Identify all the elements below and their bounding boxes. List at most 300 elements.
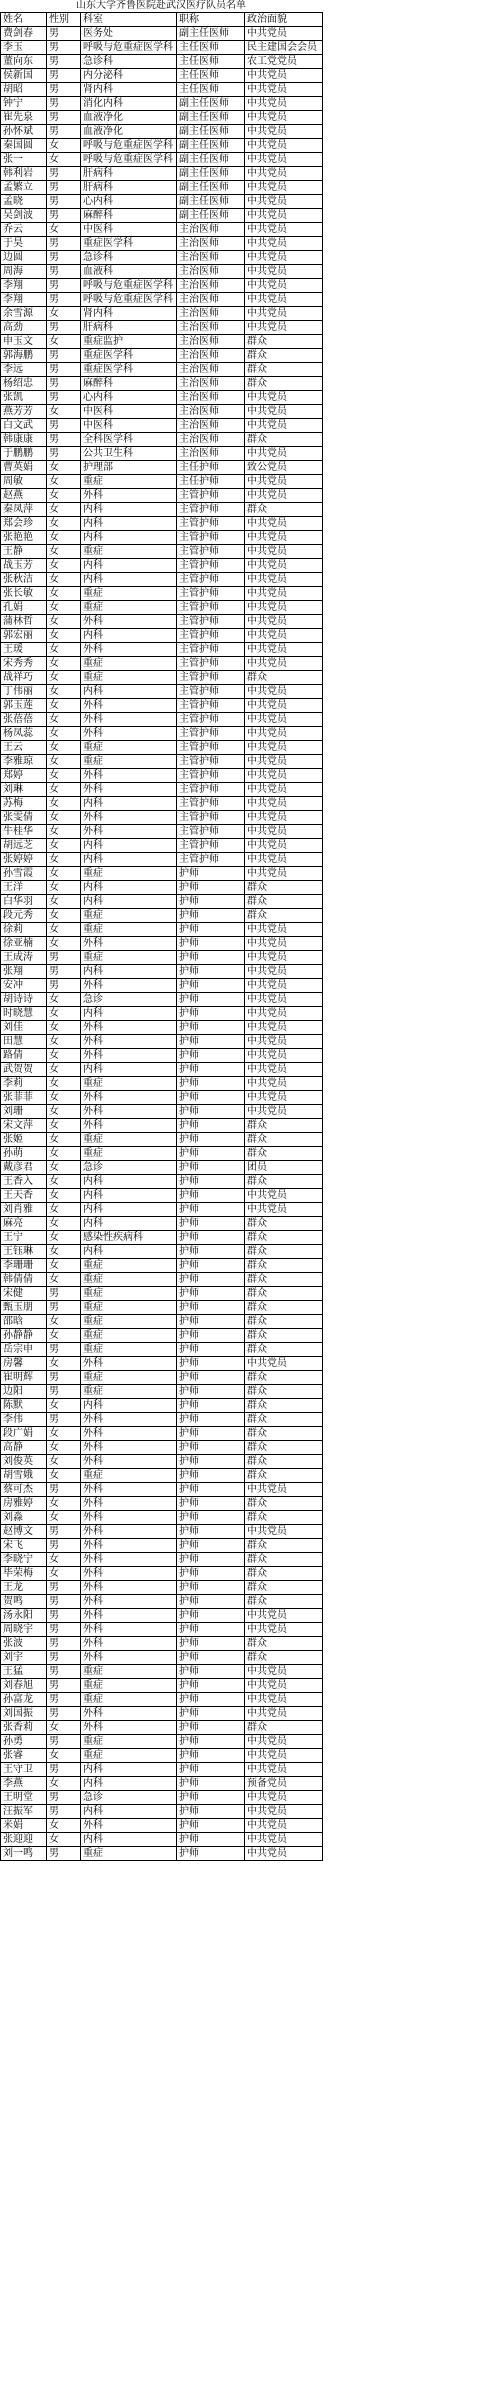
table-row bbox=[1, 1441, 323, 1455]
table-row bbox=[1, 923, 323, 937]
cell-political-status: 中共党员 bbox=[245, 1805, 323, 1819]
cell-department: 重症 bbox=[81, 1329, 177, 1343]
cell-department: 外科 bbox=[81, 1357, 177, 1371]
cell-gender: 女 bbox=[47, 153, 81, 167]
cell-department: 外科 bbox=[81, 1105, 177, 1119]
table-row bbox=[1, 755, 323, 769]
cell-name: 田慧 bbox=[1, 1035, 47, 1049]
cell-title: 主治医师 bbox=[177, 391, 245, 405]
cell-political-status: 中共党员 bbox=[245, 797, 323, 811]
table-row bbox=[1, 433, 323, 447]
cell-title: 主治医师 bbox=[177, 321, 245, 335]
cell-name: 边阳 bbox=[1, 1385, 47, 1399]
cell-name: 孙怀斌 bbox=[1, 125, 47, 139]
cell-political-status: 中共党员 bbox=[245, 167, 323, 181]
cell-political-status: 中共党员 bbox=[245, 447, 323, 461]
cell-gender: 女 bbox=[47, 1175, 81, 1189]
cell-gender: 女 bbox=[47, 1119, 81, 1133]
cell-gender: 女 bbox=[47, 699, 81, 713]
cell-title: 护师 bbox=[177, 1049, 245, 1063]
cell-political-status: 群众 bbox=[245, 1595, 323, 1609]
cell-title: 护师 bbox=[177, 1245, 245, 1259]
cell-gender: 女 bbox=[47, 629, 81, 643]
cell-name: 胡昭 bbox=[1, 83, 47, 97]
cell-political-status: 群众 bbox=[245, 1455, 323, 1469]
cell-gender: 女 bbox=[47, 713, 81, 727]
cell-department: 急诊 bbox=[81, 1791, 177, 1805]
cell-department: 呼吸与危重症医学科 bbox=[81, 139, 177, 153]
cell-title: 主任医师 bbox=[177, 41, 245, 55]
cell-title: 主管护师 bbox=[177, 699, 245, 713]
cell-department: 外科 bbox=[81, 1581, 177, 1595]
cell-department: 重症医学科 bbox=[81, 237, 177, 251]
cell-political-status: 中共党员 bbox=[245, 83, 323, 97]
cell-name: 秦国圆 bbox=[1, 139, 47, 153]
cell-political-status: 群众 bbox=[245, 363, 323, 377]
cell-name: 贺鸣 bbox=[1, 1595, 47, 1609]
cell-gender: 女 bbox=[47, 755, 81, 769]
cell-gender: 女 bbox=[47, 1259, 81, 1273]
cell-name: 周敏 bbox=[1, 475, 47, 489]
cell-title: 护师 bbox=[177, 1455, 245, 1469]
cell-title: 护师 bbox=[177, 867, 245, 881]
cell-name: 李玉 bbox=[1, 41, 47, 55]
cell-name: 宋秀秀 bbox=[1, 657, 47, 671]
cell-name: 刘淼 bbox=[1, 1511, 47, 1525]
cell-name: 李远 bbox=[1, 363, 47, 377]
cell-political-status: 群众 bbox=[245, 1119, 323, 1133]
cell-title: 主任医师 bbox=[177, 83, 245, 97]
cell-name: 刘肖雅 bbox=[1, 1203, 47, 1217]
cell-name: 王瑗 bbox=[1, 643, 47, 657]
cell-title: 副主任医师 bbox=[177, 167, 245, 181]
cell-title: 副主任医师 bbox=[177, 111, 245, 125]
cell-political-status: 中共党员 bbox=[245, 1035, 323, 1049]
table-row bbox=[1, 573, 323, 587]
cell-department: 外科 bbox=[81, 1021, 177, 1035]
cell-name: 孙勇 bbox=[1, 1735, 47, 1749]
table-row bbox=[1, 517, 323, 531]
cell-title: 护师 bbox=[177, 1385, 245, 1399]
table-row bbox=[1, 601, 323, 615]
cell-name: 张姬 bbox=[1, 1133, 47, 1147]
cell-political-status: 群众 bbox=[245, 1399, 323, 1413]
table-row bbox=[1, 937, 323, 951]
cell-gender: 男 bbox=[47, 167, 81, 181]
cell-gender: 男 bbox=[47, 419, 81, 433]
table-row bbox=[1, 111, 323, 125]
cell-department: 呼吸与危重症医学科 bbox=[81, 279, 177, 293]
cell-political-status: 群众 bbox=[245, 909, 323, 923]
cell-political-status: 中共党员 bbox=[245, 1189, 323, 1203]
cell-political-status: 中共党员 bbox=[245, 475, 323, 489]
cell-name: 胡雪娥 bbox=[1, 1469, 47, 1483]
table-row bbox=[1, 335, 323, 349]
cell-political-status: 中共党员 bbox=[245, 1007, 323, 1021]
cell-gender: 女 bbox=[47, 1469, 81, 1483]
cell-gender: 女 bbox=[47, 1217, 81, 1231]
cell-political-status: 中共党员 bbox=[245, 1021, 323, 1035]
table-row bbox=[1, 1329, 323, 1343]
table-row bbox=[1, 881, 323, 895]
cell-title: 主治医师 bbox=[177, 405, 245, 419]
cell-department: 医务处 bbox=[81, 27, 177, 41]
cell-department: 外科 bbox=[81, 1483, 177, 1497]
table-row bbox=[1, 1413, 323, 1427]
cell-gender: 男 bbox=[47, 181, 81, 195]
cell-name: 张翔 bbox=[1, 965, 47, 979]
cell-political-status: 中共党员 bbox=[245, 1791, 323, 1805]
table-row bbox=[1, 643, 323, 657]
cell-name: 杨凤蕊 bbox=[1, 727, 47, 741]
table-row bbox=[1, 1007, 323, 1021]
table-row bbox=[1, 825, 323, 839]
cell-political-status: 中共党员 bbox=[245, 209, 323, 223]
table-row bbox=[1, 1035, 323, 1049]
table-row bbox=[1, 1469, 323, 1483]
table-row bbox=[1, 1665, 323, 1679]
cell-department: 内分泌科 bbox=[81, 69, 177, 83]
table-row bbox=[1, 1301, 323, 1315]
table-row bbox=[1, 461, 323, 475]
cell-gender: 女 bbox=[47, 1833, 81, 1847]
table-row bbox=[1, 993, 323, 1007]
cell-name: 刘琳 bbox=[1, 783, 47, 797]
cell-political-status: 中共党员 bbox=[245, 993, 323, 1007]
table-row bbox=[1, 587, 323, 601]
cell-name: 路倩 bbox=[1, 1049, 47, 1063]
cell-political-status: 中共党员 bbox=[245, 573, 323, 587]
cell-name: 于昊 bbox=[1, 237, 47, 251]
cell-department: 外科 bbox=[81, 1455, 177, 1469]
cell-gender: 男 bbox=[47, 979, 81, 993]
cell-name: 蔡可杰 bbox=[1, 1483, 47, 1497]
table-row bbox=[1, 279, 323, 293]
cell-department: 消化内科 bbox=[81, 97, 177, 111]
table-row bbox=[1, 1721, 323, 1735]
cell-name: 李燕 bbox=[1, 1777, 47, 1791]
table-row bbox=[1, 447, 323, 461]
cell-gender: 女 bbox=[47, 1147, 81, 1161]
table-row bbox=[1, 181, 323, 195]
cell-department: 重症 bbox=[81, 657, 177, 671]
table-row bbox=[1, 1539, 323, 1553]
cell-title: 主治医师 bbox=[177, 349, 245, 363]
table-row bbox=[1, 1679, 323, 1693]
cell-title: 主管护师 bbox=[177, 629, 245, 643]
cell-political-status: 中共党员 bbox=[245, 237, 323, 251]
cell-name: 王香入 bbox=[1, 1175, 47, 1189]
cell-gender: 女 bbox=[47, 559, 81, 573]
header-department: 科室 bbox=[81, 13, 177, 27]
cell-department: 重症医学科 bbox=[81, 363, 177, 377]
table-row bbox=[1, 1189, 323, 1203]
cell-name: 战玉芳 bbox=[1, 559, 47, 573]
cell-title: 护师 bbox=[177, 951, 245, 965]
cell-name: 高劲 bbox=[1, 321, 47, 335]
cell-name: 王守卫 bbox=[1, 1763, 47, 1777]
cell-gender: 女 bbox=[47, 1455, 81, 1469]
cell-title: 主管护师 bbox=[177, 713, 245, 727]
table-row bbox=[1, 41, 323, 55]
table-row bbox=[1, 83, 323, 97]
cell-political-status: 中共党员 bbox=[245, 951, 323, 965]
cell-gender: 女 bbox=[47, 783, 81, 797]
cell-political-status: 中共党员 bbox=[245, 839, 323, 853]
cell-gender: 男 bbox=[47, 1581, 81, 1595]
cell-gender: 男 bbox=[47, 1735, 81, 1749]
cell-department: 外科 bbox=[81, 615, 177, 629]
cell-department: 内科 bbox=[81, 853, 177, 867]
cell-gender: 女 bbox=[47, 1721, 81, 1735]
cell-name: 甄玉朋 bbox=[1, 1301, 47, 1315]
cell-name: 李珊珊 bbox=[1, 1259, 47, 1273]
cell-title: 副主任医师 bbox=[177, 209, 245, 223]
cell-political-status: 群众 bbox=[245, 1497, 323, 1511]
cell-political-status: 群众 bbox=[245, 1147, 323, 1161]
cell-gender: 男 bbox=[47, 1665, 81, 1679]
cell-political-status: 中共党员 bbox=[245, 153, 323, 167]
cell-political-status: 中共党员 bbox=[245, 1525, 323, 1539]
cell-political-status: 群众 bbox=[245, 1385, 323, 1399]
table-row bbox=[1, 1497, 323, 1511]
cell-department: 急诊科 bbox=[81, 55, 177, 69]
cell-gender: 男 bbox=[47, 433, 81, 447]
cell-gender: 男 bbox=[47, 97, 81, 111]
table-row bbox=[1, 1343, 323, 1357]
cell-name: 乔云 bbox=[1, 223, 47, 237]
cell-title: 护师 bbox=[177, 1707, 245, 1721]
cell-title: 主治医师 bbox=[177, 251, 245, 265]
cell-title: 护师 bbox=[177, 1441, 245, 1455]
cell-name: 宋飞 bbox=[1, 1539, 47, 1553]
table-row bbox=[1, 1357, 323, 1371]
cell-gender: 男 bbox=[47, 1609, 81, 1623]
cell-gender: 女 bbox=[47, 405, 81, 419]
cell-department: 重症 bbox=[81, 1287, 177, 1301]
cell-name: 曹英娟 bbox=[1, 461, 47, 475]
table-row bbox=[1, 741, 323, 755]
cell-name: 赵博文 bbox=[1, 1525, 47, 1539]
cell-title: 护师 bbox=[177, 1539, 245, 1553]
cell-title: 护师 bbox=[177, 1329, 245, 1343]
cell-gender: 男 bbox=[47, 293, 81, 307]
cell-gender: 女 bbox=[47, 615, 81, 629]
cell-title: 护师 bbox=[177, 1581, 245, 1595]
cell-gender: 女 bbox=[47, 1399, 81, 1413]
cell-name: 费剑春 bbox=[1, 27, 47, 41]
cell-gender: 男 bbox=[47, 1595, 81, 1609]
header-name: 姓名 bbox=[1, 13, 47, 27]
cell-department: 外科 bbox=[81, 699, 177, 713]
cell-title: 护师 bbox=[177, 1105, 245, 1119]
cell-gender: 女 bbox=[47, 1427, 81, 1441]
cell-title: 主管护师 bbox=[177, 559, 245, 573]
table-row bbox=[1, 265, 323, 279]
header-row bbox=[1, 13, 323, 27]
cell-political-status: 群众 bbox=[245, 671, 323, 685]
table-row bbox=[1, 1483, 323, 1497]
cell-title: 护师 bbox=[177, 1777, 245, 1791]
table-row bbox=[1, 1021, 323, 1035]
table-row bbox=[1, 167, 323, 181]
table-row bbox=[1, 685, 323, 699]
cell-name: 白华羽 bbox=[1, 895, 47, 909]
cell-title: 主管护师 bbox=[177, 853, 245, 867]
cell-title: 护师 bbox=[177, 1595, 245, 1609]
table-row bbox=[1, 503, 323, 517]
cell-department: 重症 bbox=[81, 1385, 177, 1399]
cell-department: 外科 bbox=[81, 489, 177, 503]
cell-political-status: 中共党员 bbox=[245, 1833, 323, 1847]
cell-gender: 男 bbox=[47, 111, 81, 125]
cell-name: 张秋洁 bbox=[1, 573, 47, 587]
cell-name: 段元秀 bbox=[1, 909, 47, 923]
cell-political-status: 群众 bbox=[245, 1273, 323, 1287]
cell-name: 刘俊英 bbox=[1, 1455, 47, 1469]
cell-department: 内科 bbox=[81, 1175, 177, 1189]
header-title: 职称 bbox=[177, 13, 245, 27]
cell-title: 主治医师 bbox=[177, 293, 245, 307]
cell-department: 内科 bbox=[81, 531, 177, 545]
cell-department: 呼吸与危重症医学科 bbox=[81, 293, 177, 307]
cell-political-status: 群众 bbox=[245, 1553, 323, 1567]
table-row bbox=[1, 783, 323, 797]
cell-department: 内科 bbox=[81, 1245, 177, 1259]
cell-title: 护师 bbox=[177, 965, 245, 979]
table-row bbox=[1, 1217, 323, 1231]
cell-department: 外科 bbox=[81, 1413, 177, 1427]
table-row bbox=[1, 405, 323, 419]
cell-gender: 女 bbox=[47, 769, 81, 783]
cell-gender: 男 bbox=[47, 1623, 81, 1637]
cell-department: 内科 bbox=[81, 895, 177, 909]
cell-title: 主管护师 bbox=[177, 825, 245, 839]
cell-title: 护师 bbox=[177, 1651, 245, 1665]
cell-name: 王天香 bbox=[1, 1189, 47, 1203]
cell-title: 护师 bbox=[177, 1091, 245, 1105]
table-row bbox=[1, 1427, 323, 1441]
cell-title: 护师 bbox=[177, 1749, 245, 1763]
cell-gender: 女 bbox=[47, 1133, 81, 1147]
cell-political-status: 中共党员 bbox=[245, 587, 323, 601]
cell-title: 主治医师 bbox=[177, 433, 245, 447]
cell-political-status: 群众 bbox=[245, 1343, 323, 1357]
cell-department: 内科 bbox=[81, 629, 177, 643]
cell-political-status: 中共党员 bbox=[245, 769, 323, 783]
cell-political-status: 中共党员 bbox=[245, 181, 323, 195]
cell-department: 外科 bbox=[81, 1497, 177, 1511]
cell-department: 重症 bbox=[81, 475, 177, 489]
cell-name: 张蓓蓓 bbox=[1, 713, 47, 727]
cell-title: 主治医师 bbox=[177, 307, 245, 321]
cell-title: 护师 bbox=[177, 1259, 245, 1273]
table-row bbox=[1, 125, 323, 139]
cell-department: 血液净化 bbox=[81, 111, 177, 125]
cell-name: 刘一鸣 bbox=[1, 1847, 47, 1861]
table-row bbox=[1, 671, 323, 685]
table-row bbox=[1, 69, 323, 83]
table-row bbox=[1, 769, 323, 783]
cell-department: 外科 bbox=[81, 1595, 177, 1609]
cell-department: 中医科 bbox=[81, 419, 177, 433]
cell-political-status: 中共党员 bbox=[245, 69, 323, 83]
table-row bbox=[1, 1455, 323, 1469]
cell-name: 麻亮 bbox=[1, 1217, 47, 1231]
cell-department: 重症 bbox=[81, 1735, 177, 1749]
table-row bbox=[1, 1049, 323, 1063]
cell-political-status: 中共党员 bbox=[245, 741, 323, 755]
cell-title: 护师 bbox=[177, 979, 245, 993]
table-row bbox=[1, 237, 323, 251]
table-row bbox=[1, 1707, 323, 1721]
cell-department: 麻醉科 bbox=[81, 209, 177, 223]
cell-political-status: 群众 bbox=[245, 1329, 323, 1343]
cell-political-status: 中共党员 bbox=[245, 1357, 323, 1371]
cell-name: 李雅琼 bbox=[1, 755, 47, 769]
table-row bbox=[1, 391, 323, 405]
cell-department: 重症监护 bbox=[81, 335, 177, 349]
cell-gender: 男 bbox=[47, 1679, 81, 1693]
cell-political-status: 群众 bbox=[245, 1511, 323, 1525]
cell-name: 刘佳 bbox=[1, 1021, 47, 1035]
cell-gender: 男 bbox=[47, 1707, 81, 1721]
cell-department: 外科 bbox=[81, 1721, 177, 1735]
cell-name: 战祥巧 bbox=[1, 671, 47, 685]
cell-gender: 男 bbox=[47, 55, 81, 69]
cell-political-status: 群众 bbox=[245, 349, 323, 363]
cell-name: 王洋 bbox=[1, 881, 47, 895]
cell-political-status: 中共党员 bbox=[245, 699, 323, 713]
cell-gender: 男 bbox=[47, 321, 81, 335]
cell-political-status: 群众 bbox=[245, 1651, 323, 1665]
cell-title: 主管护师 bbox=[177, 573, 245, 587]
cell-name: 王龙 bbox=[1, 1581, 47, 1595]
cell-title: 护师 bbox=[177, 1189, 245, 1203]
cell-gender: 女 bbox=[47, 1231, 81, 1245]
table-row bbox=[1, 1609, 323, 1623]
cell-title: 主管护师 bbox=[177, 685, 245, 699]
cell-title: 护师 bbox=[177, 1623, 245, 1637]
table-row bbox=[1, 97, 323, 111]
table-row bbox=[1, 1805, 323, 1819]
cell-political-status: 中共党员 bbox=[245, 629, 323, 643]
cell-department: 呼吸与危重症医学科 bbox=[81, 153, 177, 167]
cell-title: 护师 bbox=[177, 1679, 245, 1693]
cell-political-status: 预备党员 bbox=[245, 1777, 323, 1791]
cell-name: 孔娟 bbox=[1, 601, 47, 615]
table-row bbox=[1, 1259, 323, 1273]
cell-gender: 男 bbox=[47, 279, 81, 293]
cell-title: 主管护师 bbox=[177, 615, 245, 629]
table-row bbox=[1, 1231, 323, 1245]
cell-title: 护师 bbox=[177, 1343, 245, 1357]
cell-political-status: 中共党员 bbox=[245, 1483, 323, 1497]
cell-gender: 女 bbox=[47, 503, 81, 517]
cell-name: 张迎迎 bbox=[1, 1833, 47, 1847]
table-row bbox=[1, 349, 323, 363]
cell-department: 外科 bbox=[81, 1049, 177, 1063]
cell-name: 孙雪霞 bbox=[1, 867, 47, 881]
cell-department: 内科 bbox=[81, 559, 177, 573]
cell-title: 护师 bbox=[177, 1525, 245, 1539]
cell-name: 胡远芝 bbox=[1, 839, 47, 853]
cell-gender: 男 bbox=[47, 1791, 81, 1805]
table-row bbox=[1, 1161, 323, 1175]
cell-department: 外科 bbox=[81, 1525, 177, 1539]
cell-title: 护师 bbox=[177, 1273, 245, 1287]
cell-title: 护师 bbox=[177, 1483, 245, 1497]
